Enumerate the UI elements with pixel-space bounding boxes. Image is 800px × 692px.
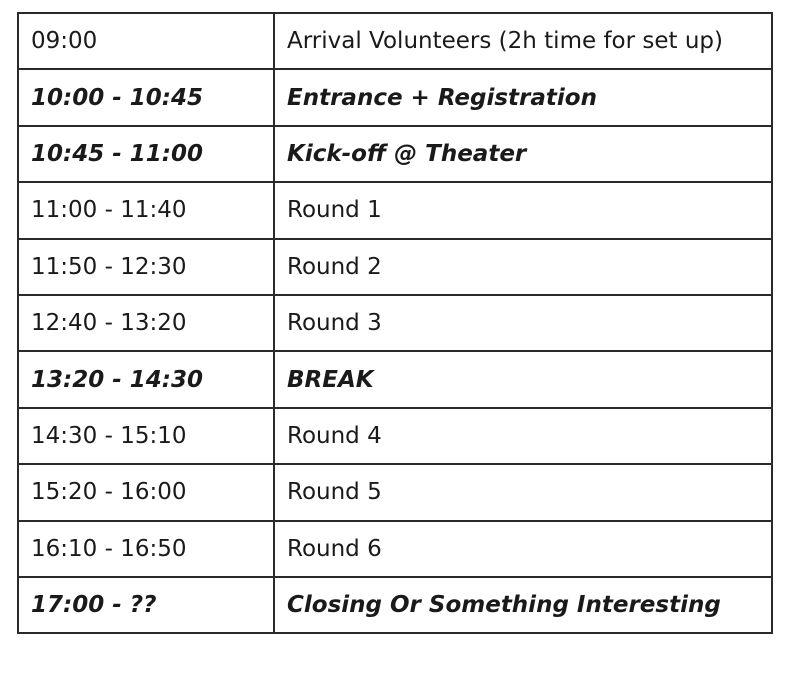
table-row: [18, 464, 772, 520]
time-cell: 11:50 - 12:30: [18, 239, 274, 295]
time-cell: 17:00 - ??: [18, 577, 274, 633]
table-row: [18, 126, 772, 182]
event-cell: Kick-off @ Theater: [274, 126, 772, 182]
event-cell: Closing Or Something Interesting: [274, 577, 772, 633]
time-cell: 11:00 - 11:40: [18, 182, 274, 238]
event-cell: BREAK: [274, 351, 772, 407]
table-row: [18, 577, 772, 633]
event-cell: Round 4: [274, 408, 772, 464]
time-cell: 12:40 - 13:20: [18, 295, 274, 351]
table-row: [18, 69, 772, 125]
event-cell: Round 3: [274, 295, 772, 351]
event-cell: Round 1: [274, 182, 772, 238]
table-row: [18, 13, 772, 69]
table-row: [18, 521, 772, 577]
time-cell: 15:20 - 16:00: [18, 464, 274, 520]
time-cell: 10:45 - 11:00: [18, 126, 274, 182]
time-cell: 16:10 - 16:50: [18, 521, 274, 577]
schedule-table: [17, 12, 773, 634]
table-row: [18, 351, 772, 407]
event-cell: Entrance + Registration: [274, 69, 772, 125]
time-cell: 14:30 - 15:10: [18, 408, 274, 464]
event-cell: Round 5: [274, 464, 772, 520]
event-cell: Round 6: [274, 521, 772, 577]
table-row: [18, 408, 772, 464]
event-cell: Arrival Volunteers (2h time for set up): [274, 13, 772, 69]
time-cell: 09:00: [18, 13, 274, 69]
table-row: [18, 295, 772, 351]
time-cell: 10:00 - 10:45: [18, 69, 274, 125]
table-row: [18, 182, 772, 238]
time-cell: 13:20 - 14:30: [18, 351, 274, 407]
table-row: [18, 239, 772, 295]
event-cell: Round 2: [274, 239, 772, 295]
schedule-body: [18, 13, 772, 633]
